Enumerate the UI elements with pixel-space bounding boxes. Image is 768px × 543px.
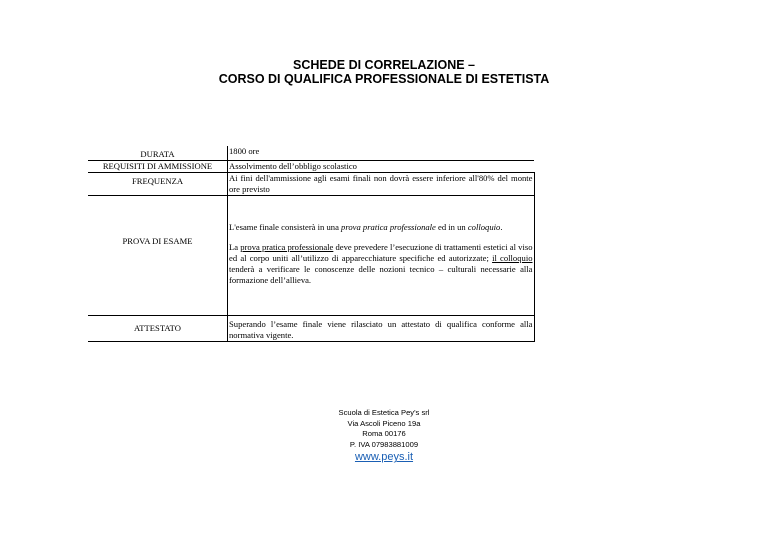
label-frequenza: FREQUENZA	[88, 173, 228, 196]
label-attestato: ATTESTATO	[88, 316, 228, 342]
page-title-line-2: CORSO DI QUALIFICA PROFESSIONALE DI ESTETISTA	[218, 72, 550, 86]
footer-contact	[0, 408, 768, 464]
row-attestato	[88, 316, 534, 342]
footer-vat: P. IVA 07983881009	[349, 439, 419, 449]
row-frequenza	[88, 173, 534, 196]
footer-website-link[interactable]: www.peys.it	[354, 451, 414, 464]
label-requisiti: REQUISITI DI AMMISSIONE	[88, 161, 228, 173]
value-attestato: Superando l’esame finale viene rilasciato un attestato di qualifica conforme alla normativa vigente.	[228, 316, 535, 342]
label-durata: DURATA	[88, 146, 228, 161]
label-prova: PROVA DI ESAME	[88, 196, 228, 316]
value-durata: 1800 ore	[228, 146, 535, 161]
course-details-table	[88, 146, 535, 342]
footer-address: Via Ascoli Piceno 19a	[347, 418, 421, 428]
prova-paragraph-1: L'esame finale consisterà in una prova pratica professionale ed in un colloquio.	[229, 222, 503, 232]
value-requisiti: Assolvimento dell’obbligo scolastico	[228, 161, 535, 173]
value-frequenza: Ai fini dell'ammissione agli esami finali non dovrà essere inferiore all'80% del monte ore previsto	[229, 173, 533, 194]
row-durata	[88, 146, 534, 161]
prova-paragraph-2: La prova pratica professionale deve prevedere l’esecuzione di trattamenti estetici al viso ed al corpo uniti all’utilizzo di apparecchiature specifiche ed autorizzate; il colloquio tenderà a verificare le conoscenze delle nozioni tecnico – culturali necessarie alla formazione dell’allieva.	[229, 242, 533, 285]
value-prova	[228, 196, 535, 316]
page-title-line-1: SCHEDE DI CORRELAZIONE –	[293, 58, 475, 72]
footer-city: Roma 00176	[362, 429, 406, 439]
row-requisiti	[88, 161, 534, 173]
footer-company: Scuola di Estetica Pey's srl	[338, 408, 430, 417]
row-prova	[88, 196, 534, 316]
